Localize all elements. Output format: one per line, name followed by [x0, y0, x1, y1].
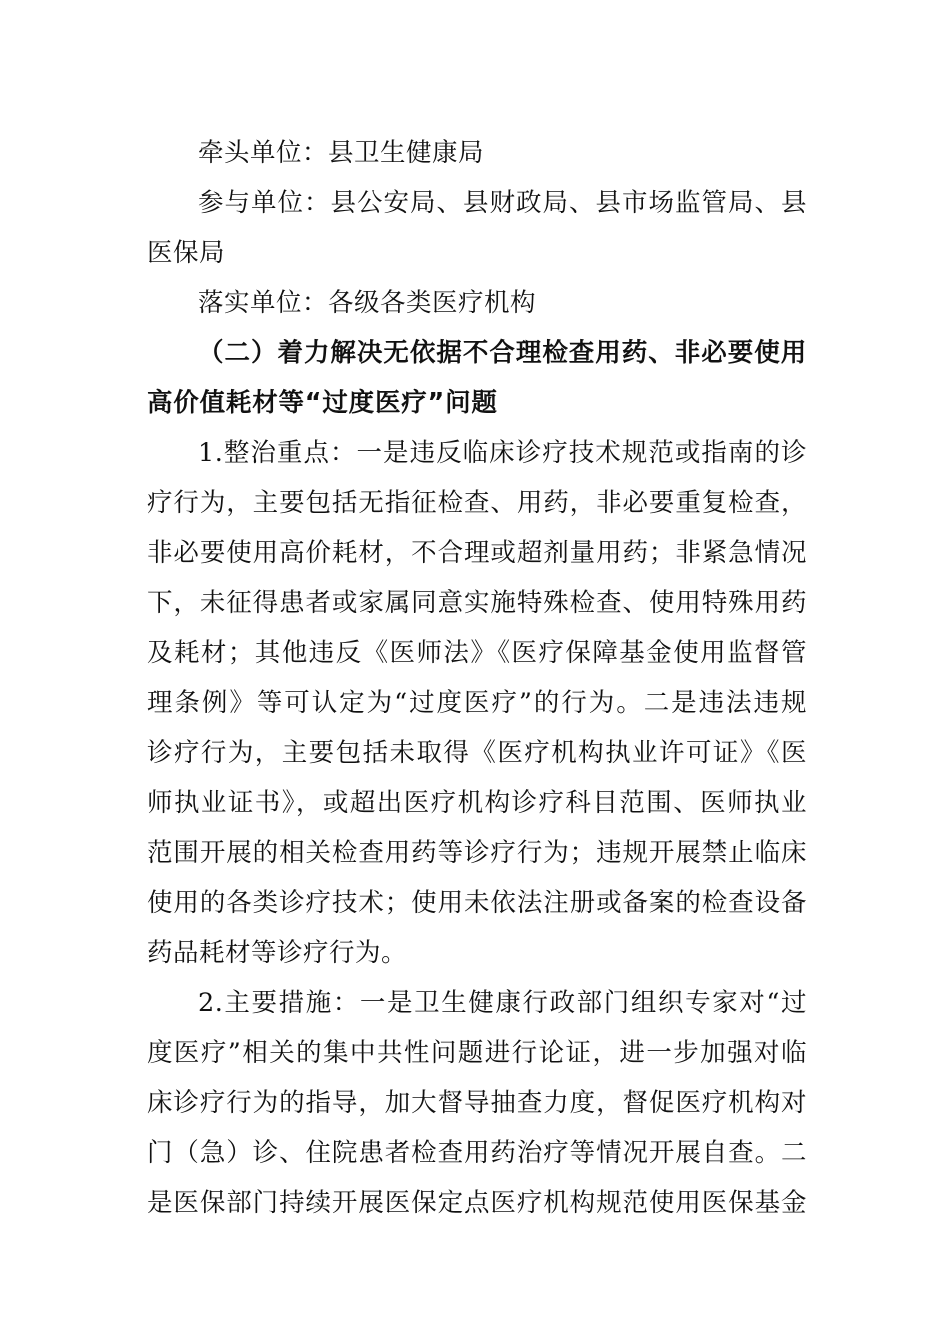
- paragraph-1-line: 诊疗行为，主要包括未取得《医疗机构执业许可证》《医: [147, 738, 807, 768]
- paragraph-2-line: 床诊疗行为的指导，加大督导抽查力度，督促医疗机构对: [147, 1088, 807, 1118]
- paragraph-1-line: 药品耗材等诊疗行为。: [147, 938, 408, 968]
- paragraph-1-line: 师执业证书》，或超出医疗机构诊疗科目范围、医师执业: [147, 788, 807, 818]
- paragraph-1-line: 非必要使用高价耗材，不合理或超剂量用药；非紧急情况: [147, 538, 807, 568]
- implementing-units-line: 落实单位：各级各类医疗机构: [198, 288, 537, 318]
- paragraph-1-line: 使用的各类诊疗技术；使用未依法注册或备案的检查设备: [147, 888, 807, 918]
- paragraph-2-line: 2.主要措施：一是卫生健康行政部门组织专家对“过: [198, 988, 807, 1018]
- participating-units-line-1: 参与单位：县公安局、县财政局、县市场监管局、县: [198, 188, 807, 218]
- paragraph-2-line: 门（急）诊、住院患者检查用药治疗等情况开展自查。二: [147, 1138, 807, 1168]
- document-body: [147, 128, 807, 1228]
- paragraph-1-line: 理条例》等可认定为“过度医疗”的行为。二是违法违规: [147, 688, 807, 718]
- paragraph-1-line: 1.整治重点：一是违反临床诊疗技术规范或指南的诊: [198, 438, 807, 468]
- lead-unit-line: 牵头单位：县卫生健康局: [198, 138, 485, 168]
- section-heading-line-1: （二）着力解决无依据不合理检查用药、非必要使用: [198, 338, 807, 368]
- participating-units-line-2: 医保局: [147, 238, 226, 268]
- paragraph-2-line: 度医疗”相关的集中共性问题进行论证，进一步加强对临: [147, 1038, 807, 1068]
- section-heading-line-2: 高价值耗材等“过度医疗”问题: [147, 388, 498, 418]
- paragraph-1-line: 范围开展的相关检查用药等诊疗行为；违规开展禁止临床: [147, 838, 807, 868]
- paragraph-1-line: 下，未征得患者或家属同意实施特殊检查、使用特殊用药: [147, 588, 807, 618]
- paragraph-2-line: 是医保部门持续开展医保定点医疗机构规范使用医保基金: [147, 1188, 807, 1218]
- paragraph-1-line: 及耗材；其他违反《医师法》《医疗保障基金使用监督管: [147, 638, 807, 668]
- paragraph-1-line: 疗行为，主要包括无指征检查、用药，非必要重复检查，: [147, 488, 807, 518]
